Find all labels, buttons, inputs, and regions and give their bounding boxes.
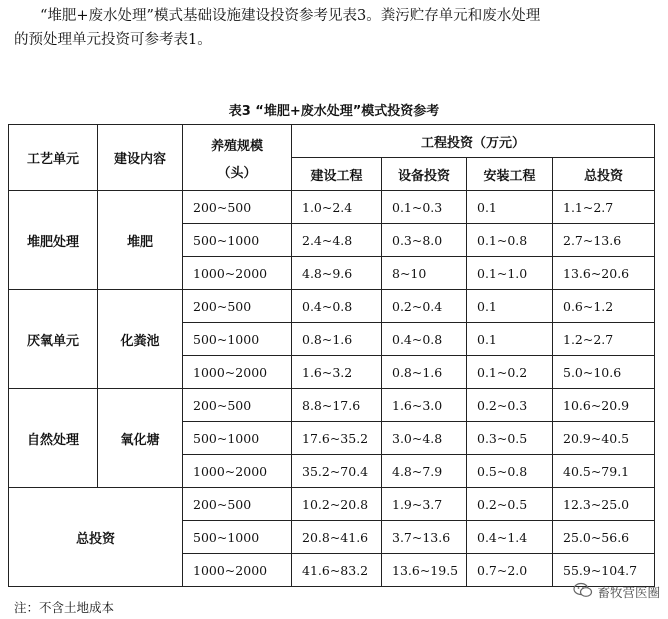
scale-cell: 200~500: [183, 488, 292, 521]
total-cell: 13.6~20.6: [553, 257, 655, 290]
total-cell: 12.3~25.0: [553, 488, 655, 521]
total-cell: 40.5~79.1: [553, 455, 655, 488]
header-scale-sub: （头）: [217, 165, 257, 181]
equipment-cell: 3.7~13.6: [382, 521, 467, 554]
construction-cell: 8.8~17.6: [292, 389, 382, 422]
construction-cell: 1.6~3.2: [292, 356, 382, 389]
construction-cell: 2.4~4.8: [292, 224, 382, 257]
group-content-cell: 氧化塘: [98, 389, 183, 488]
equipment-cell: 0.4~0.8: [382, 323, 467, 356]
equipment-cell: 3.0~4.8: [382, 422, 467, 455]
construction-cell: 41.6~83.2: [292, 554, 382, 587]
total-cell: 2.7~13.6: [553, 224, 655, 257]
total-cell: 20.9~40.5: [553, 422, 655, 455]
installation-cell: 0.5~0.8: [467, 455, 553, 488]
equipment-cell: 0.8~1.6: [382, 356, 467, 389]
installation-cell: 0.2~0.5: [467, 488, 553, 521]
scale-cell: 200~500: [183, 290, 292, 323]
header-construction: 建设工程: [292, 158, 382, 191]
header-investment: 工程投资（万元）: [292, 125, 655, 158]
construction-cell: 20.8~41.6: [292, 521, 382, 554]
group-unit-cell: 总投资: [9, 488, 183, 587]
scale-cell: 1000~2000: [183, 356, 292, 389]
table-row: [9, 488, 655, 521]
scale-cell: 200~500: [183, 389, 292, 422]
total-cell: 10.6~20.9: [553, 389, 655, 422]
scale-cell: 500~1000: [183, 224, 292, 257]
header-scale: [183, 125, 292, 191]
scale-cell: 500~1000: [183, 521, 292, 554]
total-cell: 1.1~2.7: [553, 191, 655, 224]
scale-cell: 200~500: [183, 191, 292, 224]
total-cell: 55.9~104.7: [553, 554, 655, 587]
installation-cell: 0.1~0.8: [467, 224, 553, 257]
equipment-cell: 0.3~8.0: [382, 224, 467, 257]
construction-cell: 0.8~1.6: [292, 323, 382, 356]
header-equipment: 设备投资: [382, 158, 467, 191]
header-scale-top: 养殖规模: [210, 138, 263, 154]
table-row: [9, 191, 655, 224]
installation-cell: 0.1: [467, 323, 553, 356]
equipment-cell: 0.1~0.3: [382, 191, 467, 224]
header-installation: 安装工程: [467, 158, 553, 191]
installation-cell: 0.7~2.0: [467, 554, 553, 587]
construction-cell: 10.2~20.8: [292, 488, 382, 521]
total-cell: 1.2~2.7: [553, 323, 655, 356]
table-row: [9, 389, 655, 422]
equipment-cell: 8~10: [382, 257, 467, 290]
watermark-text: 畜牧营医圈: [597, 584, 660, 600]
construction-cell: 17.6~35.2: [292, 422, 382, 455]
watermark: [573, 582, 660, 601]
investment-table: [8, 124, 655, 587]
installation-cell: 0.2~0.3: [467, 389, 553, 422]
equipment-cell: 13.6~19.5: [382, 554, 467, 587]
construction-cell: 4.8~9.6: [292, 257, 382, 290]
installation-cell: 0.3~0.5: [467, 422, 553, 455]
total-cell: 5.0~10.6: [553, 356, 655, 389]
header-content: 建设内容: [98, 125, 183, 191]
total-cell: 0.6~1.2: [553, 290, 655, 323]
installation-cell: 0.1~1.0: [467, 257, 553, 290]
equipment-cell: 1.6~3.0: [382, 389, 467, 422]
scale-cell: 1000~2000: [183, 455, 292, 488]
scale-cell: 500~1000: [183, 323, 292, 356]
total-cell: 25.0~56.6: [553, 521, 655, 554]
scale-cell: 500~1000: [183, 422, 292, 455]
group-unit-cell: 厌氧单元: [9, 290, 98, 389]
installation-cell: 0.1: [467, 191, 553, 224]
header-unit: 工艺单元: [9, 125, 98, 191]
intro-line-2: 的预处理单元投资可参考表1。: [14, 32, 212, 48]
wechat-icon: [573, 582, 593, 601]
header-total: 总投资: [553, 158, 655, 191]
construction-cell: 0.4~0.8: [292, 290, 382, 323]
equipment-cell: 0.2~0.4: [382, 290, 467, 323]
installation-cell: 0.1: [467, 290, 553, 323]
installation-cell: 0.4~1.4: [467, 521, 553, 554]
construction-cell: 35.2~70.4: [292, 455, 382, 488]
table-caption: 表3 “堆肥+废水处理”模式投资参考: [228, 104, 440, 119]
installation-cell: 0.1~0.2: [467, 356, 553, 389]
table-row: [9, 290, 655, 323]
equipment-cell: 1.9~3.7: [382, 488, 467, 521]
intro-paragraph: [14, 4, 654, 52]
table-body: [9, 191, 655, 587]
footnote: 注：不含土地成本: [14, 600, 115, 615]
scale-cell: 1000~2000: [183, 257, 292, 290]
intro-line-1: “堆肥+废水处理”模式基础设施建设投资参考见表3。粪污贮存单元和废水处理: [40, 8, 541, 24]
group-content-cell: 堆肥: [98, 191, 183, 290]
construction-cell: 1.0~2.4: [292, 191, 382, 224]
group-unit-cell: 自然处理: [9, 389, 98, 488]
group-content-cell: 化粪池: [98, 290, 183, 389]
group-unit-cell: 堆肥处理: [9, 191, 98, 290]
scale-cell: 1000~2000: [183, 554, 292, 587]
equipment-cell: 4.8~7.9: [382, 455, 467, 488]
